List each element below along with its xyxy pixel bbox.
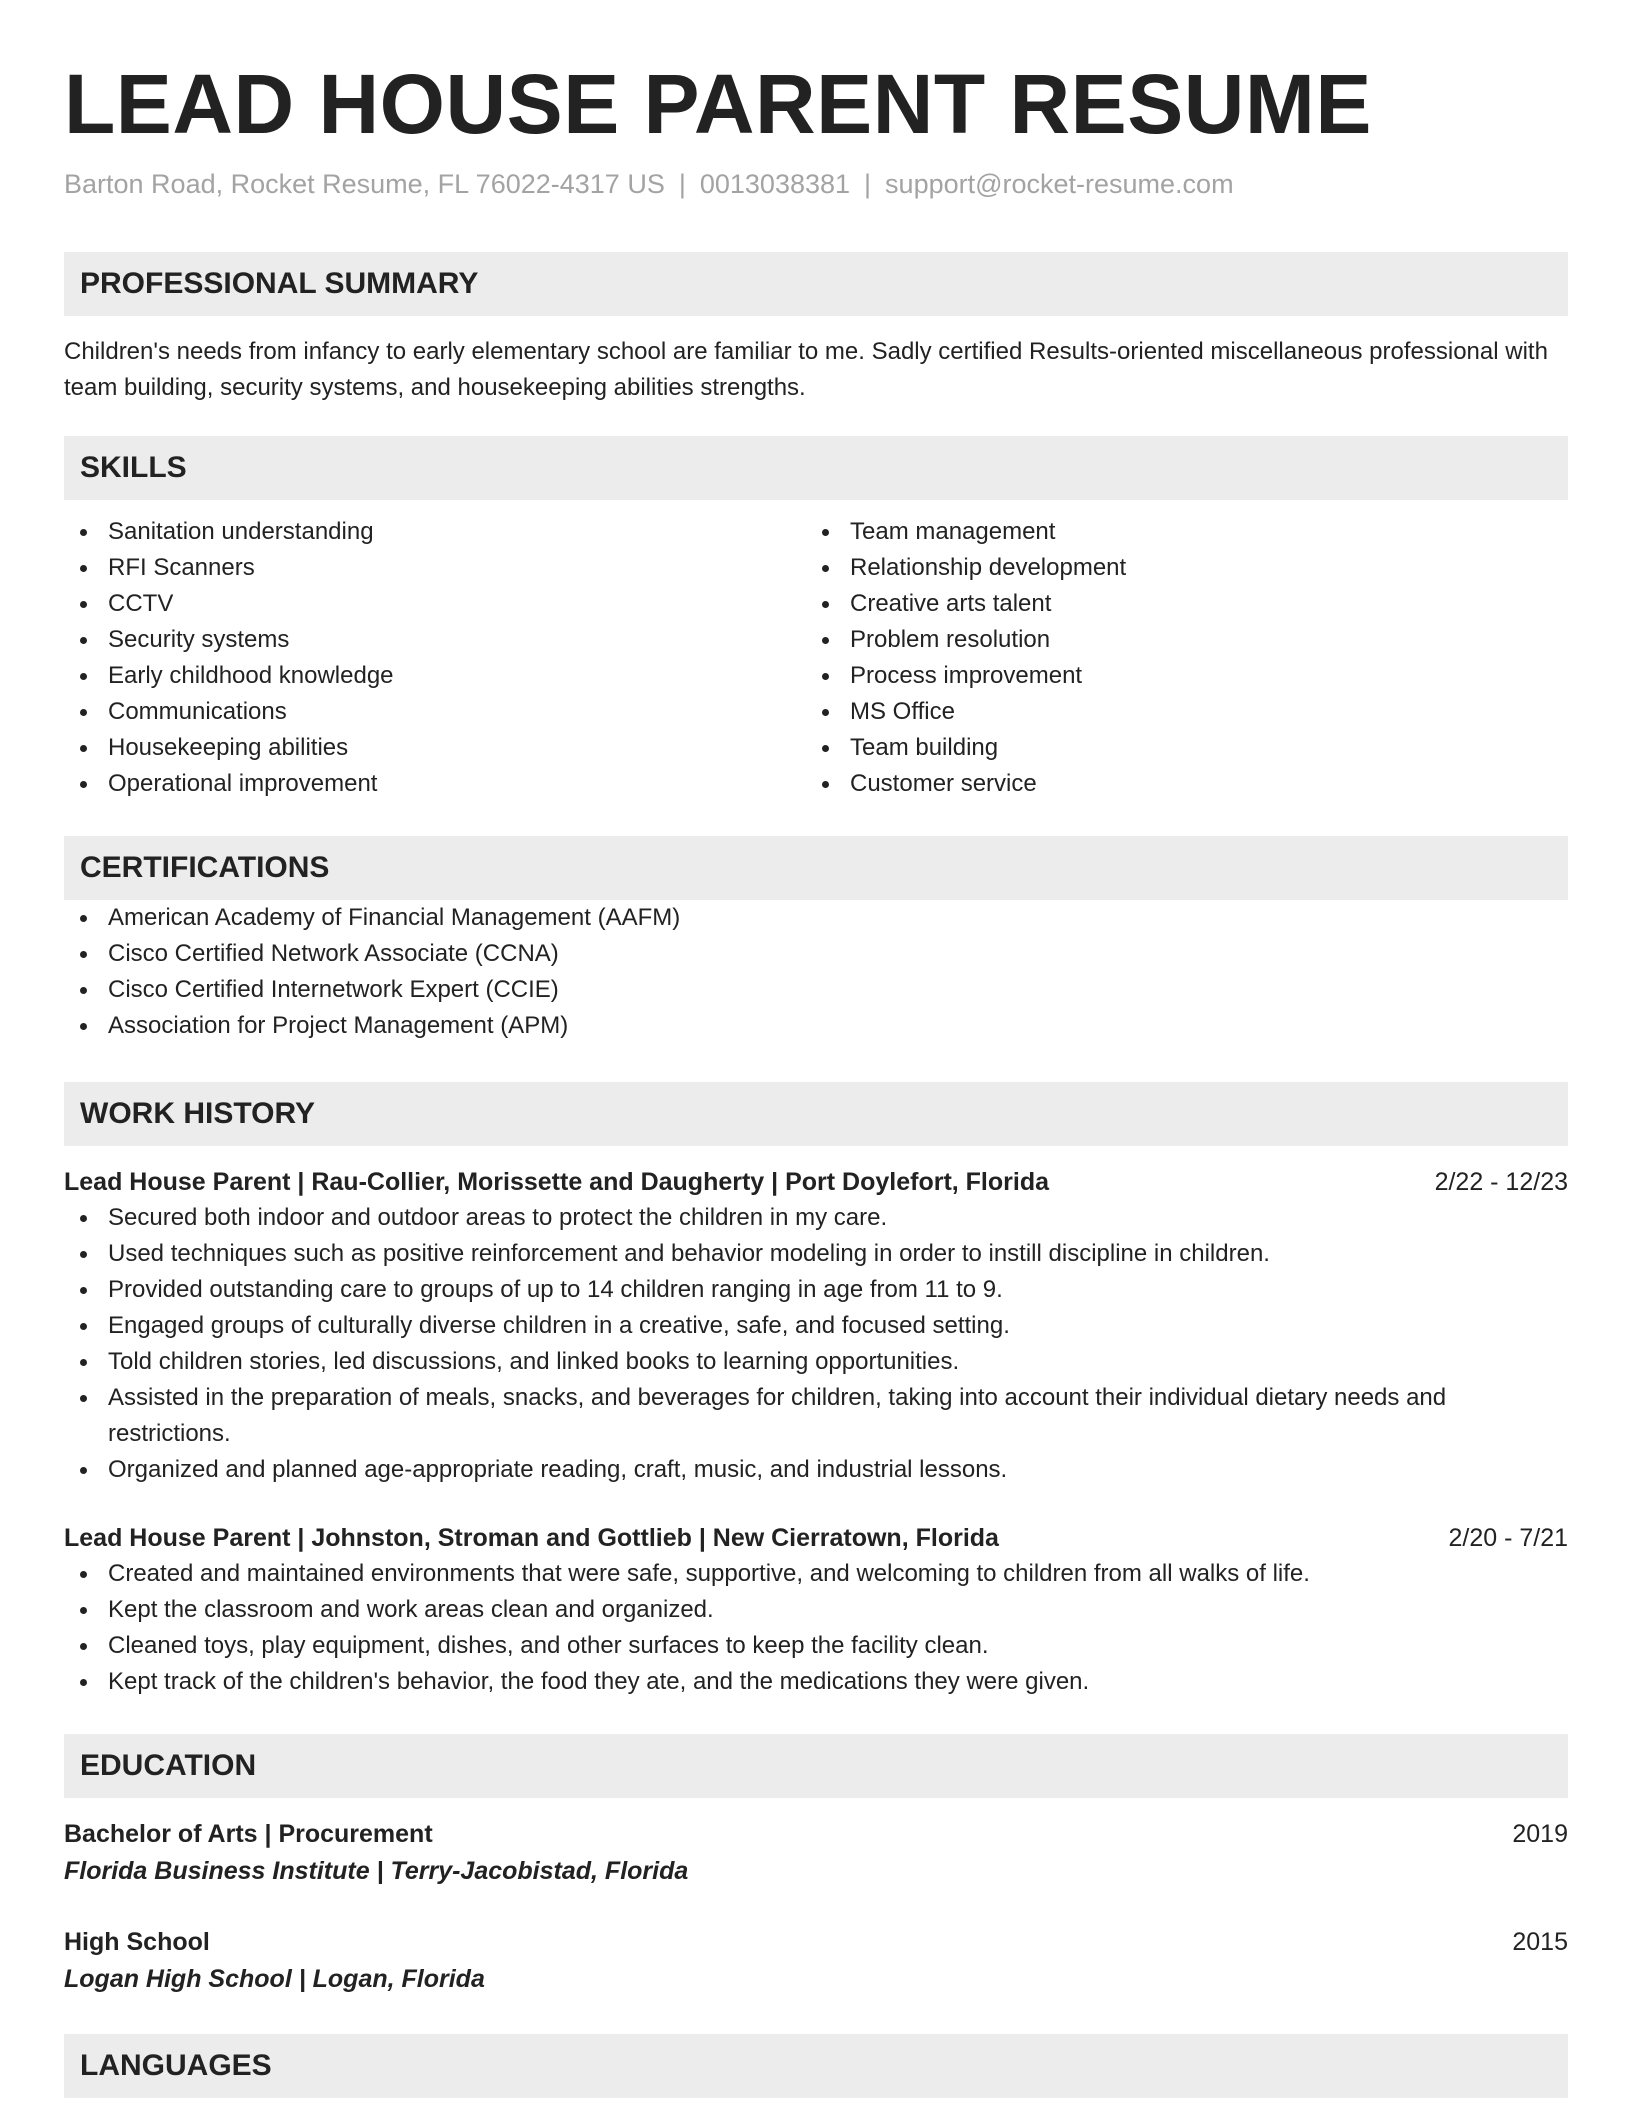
- job-duty: Cleaned toys, play equipment, dishes, and other surfaces to keep the facility clean.: [64, 1628, 1568, 1664]
- education-degree: Bachelor of Arts | Procurement: [64, 1820, 433, 1848]
- education-year: 2015: [1512, 1928, 1568, 1956]
- skill-item: MS Office: [806, 694, 1548, 730]
- education-header: [64, 1924, 1568, 1960]
- skills-heading: SKILLS: [64, 436, 1568, 500]
- education-school: Logan High School | Logan, Florida: [64, 1965, 485, 1993]
- skills-section: [64, 436, 1568, 802]
- job-title: Lead House Parent | Rau-Collier, Morissette and Daugherty | Port Doylefort, Florida: [64, 1168, 1049, 1196]
- job-dates: 2/20 - 7/21: [1448, 1524, 1568, 1552]
- summary-heading: PROFESSIONAL SUMMARY: [64, 252, 1568, 316]
- job-duty: Provided outstanding care to groups of up to 14 children ranging in age from 11 to 9.: [64, 1272, 1568, 1308]
- skill-item: Relationship development: [806, 550, 1548, 586]
- skill-item: Sanitation understanding: [64, 514, 806, 550]
- summary-section: [64, 252, 1568, 406]
- skills-columns: [64, 514, 1568, 802]
- job-entry: [64, 1520, 1568, 1700]
- contact-separator: |: [678, 169, 686, 199]
- skill-item: Creative arts talent: [806, 586, 1548, 622]
- education-entry: [64, 1924, 1568, 1998]
- job-entry: [64, 1164, 1568, 1488]
- skills-list-left: [64, 514, 806, 802]
- skill-item: CCTV: [64, 586, 806, 622]
- skill-item: RFI Scanners: [64, 550, 806, 586]
- skills-list-right: [806, 514, 1548, 802]
- job-duty: Organized and planned age-appropriate reading, craft, music, and industrial lessons.: [64, 1452, 1568, 1488]
- certification-item: American Academy of Financial Management (AAFM): [64, 900, 1568, 936]
- education-school: Florida Business Institute | Terry-Jacobistad, Florida: [64, 1857, 689, 1885]
- job-duty: Told children stories, led discussions, and linked books to learning opportunities.: [64, 1344, 1568, 1380]
- education-degree: High School: [64, 1928, 210, 1956]
- languages-heading: LANGUAGES: [64, 2034, 1568, 2098]
- contact-separator: |: [864, 169, 872, 199]
- languages-section: [64, 2034, 1568, 2098]
- skill-item: Communications: [64, 694, 806, 730]
- contact-line: [64, 166, 1568, 202]
- resume-title: LEAD HOUSE PARENT RESUME: [64, 57, 1372, 151]
- certifications-list: [64, 900, 1568, 1044]
- contact-email: support@rocket-resume.com: [885, 169, 1234, 199]
- skill-item: Operational improvement: [64, 766, 806, 802]
- job-header: [64, 1164, 1568, 1200]
- job-duty: Created and maintained environments that were safe, supportive, and welcoming to children from all walks of life.: [64, 1556, 1568, 1592]
- job-duty: Assisted in the preparation of meals, snacks, and beverages for children, taking into account their individual dietary needs and restrictions.: [64, 1380, 1568, 1452]
- education-heading: EDUCATION: [64, 1734, 1568, 1798]
- contact-address: Barton Road, Rocket Resume, FL 76022-4317 US: [64, 169, 665, 199]
- job-duties-list: [64, 1556, 1568, 1700]
- education-header: [64, 1816, 1568, 1852]
- contact-phone: 0013038381: [699, 169, 851, 199]
- certification-item: Cisco Certified Network Associate (CCNA): [64, 936, 1568, 972]
- work-history-heading: WORK HISTORY: [64, 1082, 1568, 1146]
- job-duty: Engaged groups of culturally diverse children in a creative, safe, and focused setting.: [64, 1308, 1568, 1344]
- skill-item: Early childhood knowledge: [64, 658, 806, 694]
- education-year: 2019: [1512, 1820, 1568, 1848]
- job-duty: Kept the classroom and work areas clean and organized.: [64, 1592, 1568, 1628]
- skill-item: Security systems: [64, 622, 806, 658]
- job-dates: 2/22 - 12/23: [1434, 1168, 1568, 1196]
- certification-item: Association for Project Management (APM): [64, 1008, 1568, 1044]
- job-duties-list: [64, 1200, 1568, 1488]
- certification-item: Cisco Certified Internetwork Expert (CCIE): [64, 972, 1568, 1008]
- job-duty: Kept track of the children's behavior, the food they ate, and the medications they were given.: [64, 1664, 1568, 1700]
- work-history-section: [64, 1082, 1568, 1700]
- certifications-heading: CERTIFICATIONS: [64, 836, 1568, 900]
- skill-item: Process improvement: [806, 658, 1548, 694]
- skill-item: Team building: [806, 730, 1548, 766]
- skills-column-right: [806, 514, 1548, 802]
- skill-item: Housekeeping abilities: [64, 730, 806, 766]
- education-entry: [64, 1816, 1568, 1890]
- job-duty: Secured both indoor and outdoor areas to protect the children in my care.: [64, 1200, 1568, 1236]
- skill-item: Team management: [806, 514, 1548, 550]
- skills-column-left: [64, 514, 806, 802]
- summary-text: Children's needs from infancy to early elementary school are familiar to me. Sadly certified Results-oriented miscellaneous professional with team building, security systems, and housekeeping abilities strengths.: [64, 338, 1548, 401]
- resume-content: [64, 54, 1568, 2098]
- certifications-section: [64, 836, 1568, 1044]
- job-header: [64, 1520, 1568, 1556]
- skill-item: Problem resolution: [806, 622, 1548, 658]
- education-section: [64, 1734, 1568, 1998]
- job-title: Lead House Parent | Johnston, Stroman and Gottlieb | New Cierratown, Florida: [64, 1524, 999, 1552]
- job-duty: Used techniques such as positive reinforcement and behavior modeling in order to instill discipline in children.: [64, 1236, 1568, 1272]
- skill-item: Customer service: [806, 766, 1548, 802]
